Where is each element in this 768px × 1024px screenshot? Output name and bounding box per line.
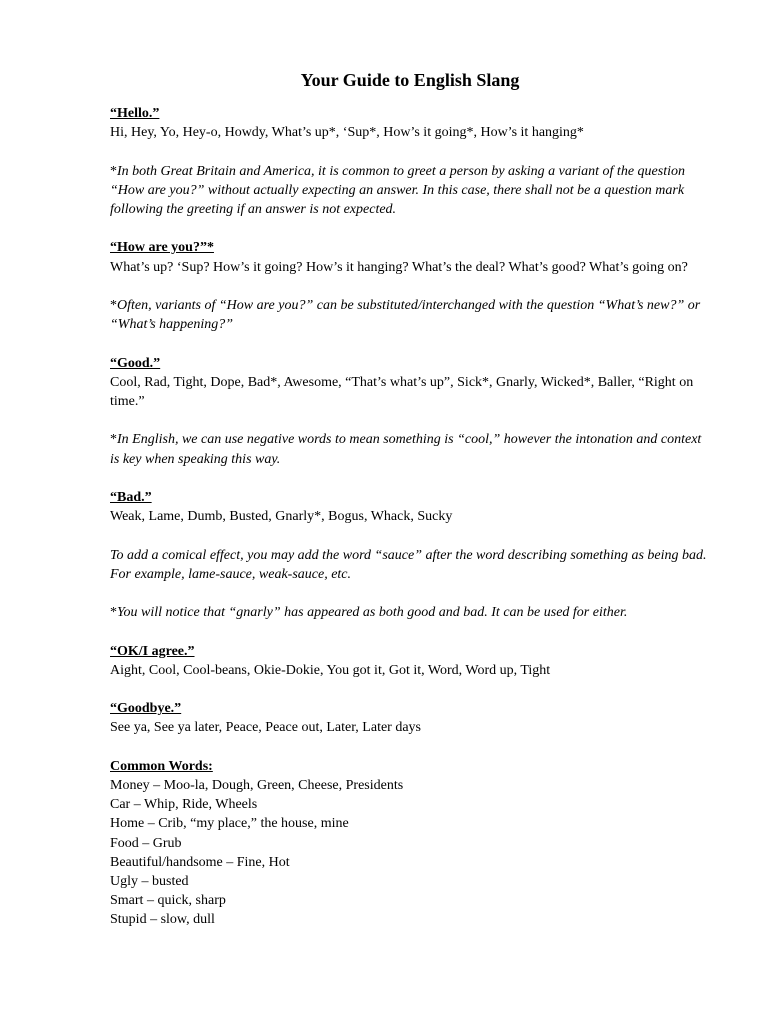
slang-list: Hi, Hey, Yo, Hey-o, Howdy, What’s up*, ‘Sup*, How’s it going*, How’s it hanging* [110,125,584,141]
section-heading: “OK/I agree.” [110,643,195,659]
section-good [110,354,710,469]
word-entry: Smart – quick, sharp [110,893,226,909]
word-entry: Money – Moo-la, Dough, Green, Cheese, Presidents [110,777,404,793]
word-entry: Food – Grub [110,835,182,851]
section-heading: “Goodbye.” [110,701,182,717]
usage-note [110,603,710,622]
slang-list: What’s up? ‘Sup? How’s it going? How’s it hanging? What’s the deal? What’s good? What’s going on? [110,259,688,275]
document-page [110,68,710,930]
asterisk: * [110,297,117,313]
section-heading: “Good.” [110,355,161,371]
word-entry: Stupid – slow, dull [110,912,215,928]
document-title: Your Guide to English Slang [300,70,520,90]
usage-note [110,430,710,468]
section-heading: Common Words: [110,758,213,774]
asterisk: * [110,432,117,448]
word-entry: Beautiful/handsome – Fine, Hot [110,854,290,870]
word-entry: Ugly – busted [110,873,189,889]
section-hello [110,104,710,219]
usage-note-text: You will notice that “gnarly” has appeared as both good and bad. It can be used for either. [117,605,628,621]
usage-note [110,162,710,220]
section-heading: “Bad.” [110,489,152,505]
word-entry: Home – Crib, “my place,” the house, mine [110,816,349,832]
usage-note-text: In English, we can use negative words to mean something is “cool,” however the intonation and context is key when speaking this way. [110,432,702,467]
slang-list: Weak, Lame, Dumb, Busted, Gnarly*, Bogus, Whack, Sucky [110,509,453,525]
asterisk: * [110,163,117,179]
word-entry: Car – Whip, Ride, Wheels [110,797,258,813]
slang-list: Cool, Rad, Tight, Dope, Bad*, Awesome, “That’s what’s up”, Sick*, Gnarly, Wicked*, Baller, “Right on time.” [110,374,694,409]
section-goodbye [110,699,710,737]
section-heading: “How are you?”* [110,240,214,256]
slang-list: See ya, See ya later, Peace, Peace out, Later, Later days [110,720,422,736]
section-common-words [110,757,710,930]
asterisk: * [110,605,117,621]
usage-note: To add a comical effect, you may add the word “sauce” after the word describing something as being bad. For example, lame-sauce, weak-sauce, etc. [110,547,707,582]
slang-list: Aight, Cool, Cool-beans, Okie-Dokie, You got it, Got it, Word, Word up, Tight [110,662,551,678]
usage-note-text: Often, variants of “How are you?” can be substituted/interchanged with the question “What’s new?” or “What’s happening?” [110,297,701,333]
section-heading: “Hello.” [110,106,160,121]
usage-note [110,296,710,334]
section-ok [110,642,710,680]
usage-note-text: In both Great Britain and America, it is common to greet a person by asking a variant of the question “How are you?” without actually expecting an answer. In this case, there shall not be a question mark following the greeting if an answer is not expected. [110,163,685,217]
section-how-are-you [110,238,710,334]
section-bad [110,488,710,622]
